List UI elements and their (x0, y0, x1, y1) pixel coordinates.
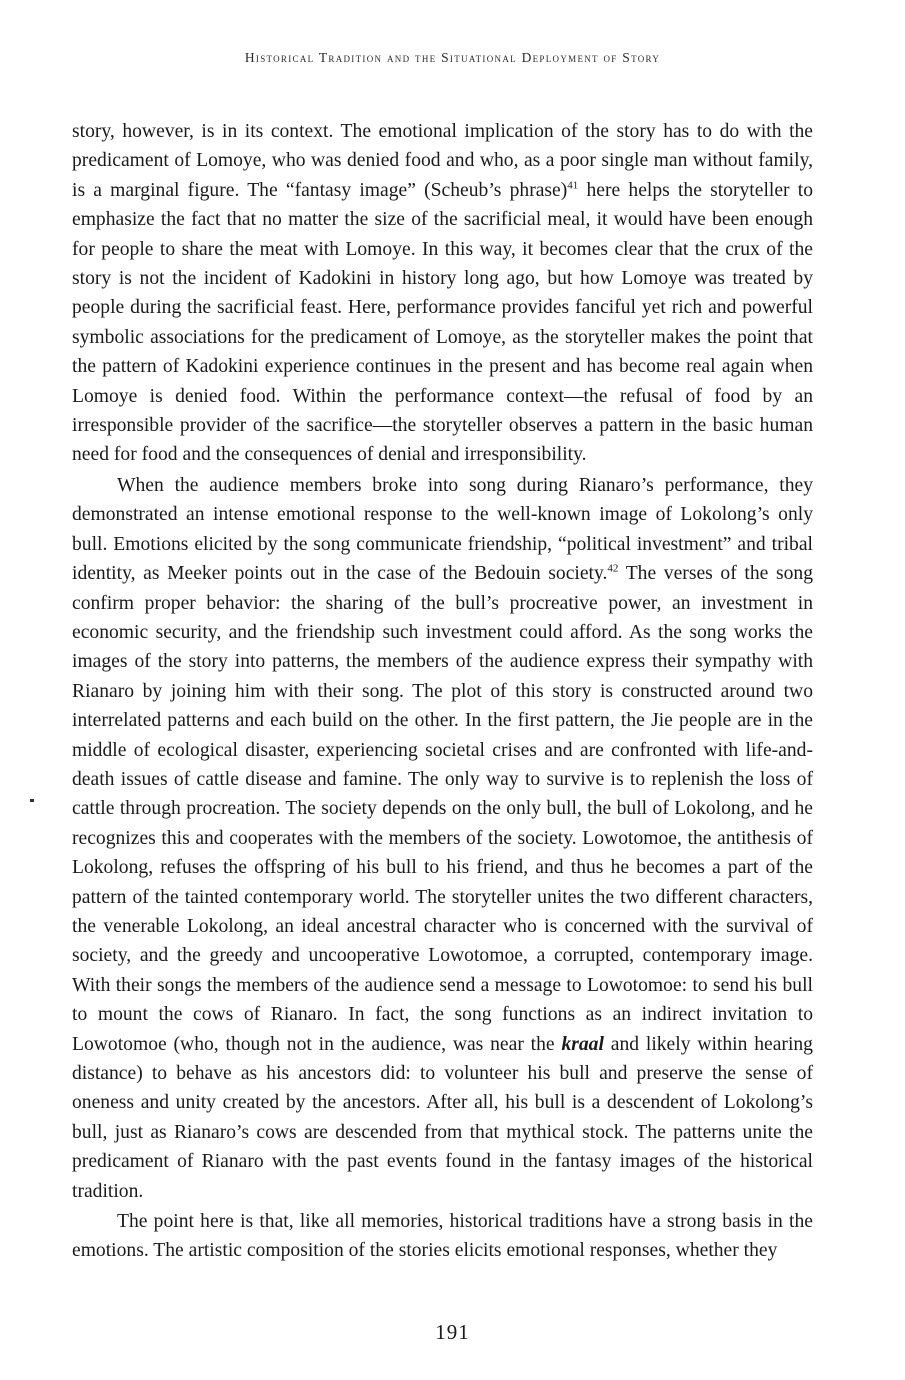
paragraph-text: The verses of the song confirm proper behavior: the sharing of the bull’s procreative power, an investment in economic security, and the friendship such investment could afford. As the song works the images of the story into patterns, the members of the audience express their sympathy with Rianaro by joining him with their song. The plot of this story is constructed around two interrelated patterns and each build on the other. In the first pattern, the Jie people are in the middle of ecological disaster, experiencing societal crises and are confronted with life-and-death issues of cattle disease and famine. The only way to survive is to replenish the loss of cattle through procreation. The society depends on the only bull, the bull of Lokolong, and he recognizes this and cooperates with the members of the society. Lowotomoe, the antithesis of Lokolong, refuses the offspring of his bull to his friend, and thus he becomes a part of the pattern of the tainted contemporary world. The storyteller unites the two different characters, the venerable Lokolong, an ideal ancestral character who is concerned with the survival of society, and the greedy and uncooperative Lowotomoe, a corrupted, contemporary image. With their songs the members of the audience send a message to Lowotomoe: to send his bull to mount the cows of Rianaro. In fact, the song functions as an indirect invitation to Lowotomoe (who, though not in the audience, was near the (72, 563, 813, 1055)
stray-mark (30, 799, 34, 802)
paragraph-text: The point here is that, like all memories, historical traditions have a strong basis in the emotions. The artistic composition of the stories elicits emotional responses, whether they (72, 1211, 813, 1262)
italic-term: kraal (561, 1033, 604, 1055)
running-head: Historical Tradition and the Situational Deployment of Story (244, 50, 661, 65)
paragraph-text: and likely within hearing distance) to behave as his ancestors did: to volunteer his bull and preserve the sense of oneness and unity created by the ancestors. After all, his bull is a descendent of Lokolong’s bull, just as Rianaro’s cows are descended from that mythical stock. The patterns unite the predicament of Rianaro with the past events found in the fantasy images of the historical tradition. (72, 1033, 813, 1202)
paragraph-text: story, however, is in its context. The emotional implication of the story has to do with the predicament of Lomoye, who was denied food and who, as a poor single man without family, is a marginal figure. The “fantasy image” (Scheub’s phrase) (72, 121, 813, 201)
footnote-ref: 42 (607, 562, 619, 575)
paragraph (72, 117, 813, 470)
page-number: 191 (435, 1320, 470, 1344)
footnote-ref: 41 (567, 179, 579, 192)
paragraph-text: When the audience members broke into song during Rianaro’s performance, they demonstrated an intense emotional response to the well-known image of Lokolong’s only bull. Emotions elicited by the song communicate friendship, “political investment” and tribal identity, as Meeker points out in the case of the Bedouin society. (72, 474, 813, 585)
paragraph-text: here helps the storyteller to emphasize the fact that no matter the size of the sacrificial meal, it would have been enough for people to share the meat with Lomoye. In this way, it becomes clear that the crux of the story is not the incident of Kadokini in history long ago, but how Lomoye was treated by people during the sacrificial feast. Here, performance provides fanciful yet rich and powerful symbolic associations for the predicament of Lomoye, as the storyteller makes the point that the pattern of Kadokini experience continues in the present and has become real again when Lomoye is denied food. Within the performance context—the refusal of food by an irresponsible provider of the sacrifice—the storyteller observes a pattern in the basic human need for food and the consequences of denial and irresponsibility. (72, 179, 813, 466)
body-text (72, 117, 813, 1266)
paragraph (72, 1207, 813, 1266)
paragraph (72, 471, 813, 1206)
